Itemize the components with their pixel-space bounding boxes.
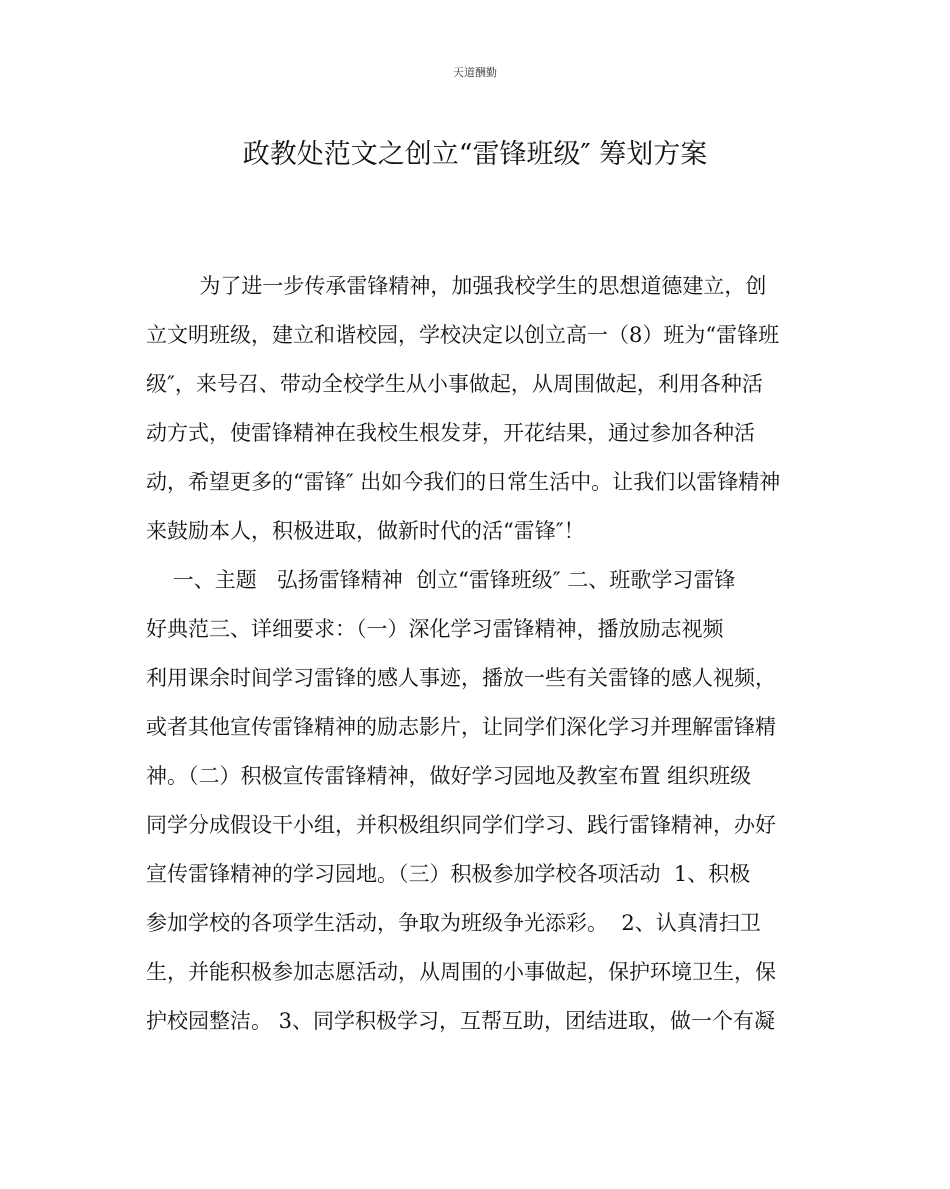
body-line: 为了进一步传承雷锋精神，加强我校学生的思想道德建立，创: [146, 274, 767, 298]
body-line: 参加学校的各项学生活动，争取为班级争光添彩。 2、认真清扫卫: [146, 911, 761, 935]
body-line: 立文明班级，建立和谐校园，学校决定以创立高一（8）班为“雷锋班: [146, 323, 780, 347]
page-header: 天道酬勤: [453, 66, 497, 79]
body-text: [146, 271, 826, 1055]
document-title: 政教处范文之创立“雷锋班级″ 筹划方案: [242, 139, 708, 170]
body-line: 动方式，使雷锋精神在我校生根发芽，开花结果，通过参加各种活: [146, 421, 755, 445]
body-line: 或者其他宣传雷锋精神的励志影片，让同学们深化学习并理解雷锋精: [146, 715, 776, 739]
body-line: 宣传雷锋精神的学习园地。（三）积极参加学校各项活动 1、积极: [146, 862, 751, 886]
body-line: 级″，来号召、带动全校学生从小事做起，从周围做起，利用各种活: [146, 372, 763, 396]
body-line: 同学分成假设干小组，并积极组织同学们学习、践行雷锋精神，办好: [146, 813, 776, 837]
body-line: 动，希望更多的“雷锋″ 出如今我们的日常生活中。让我们以雷锋精神: [146, 470, 781, 494]
body-line: 护校园整洁。 3、同学积极学习，互帮互助，团结进取，做一个有凝: [146, 1009, 776, 1033]
body-line: 神。（二）积极宣传雷锋精神，做好学习园地及教室布置 组织班级: [146, 764, 752, 788]
body-line: 一、主题 弘扬雷锋精神 创立“雷锋班级″ 二、班歌学习雷锋: [146, 568, 736, 592]
body-line: 生，并能积极参加志愿活动，从周围的小事做起，保护环境卫生，保: [146, 960, 776, 984]
body-line: 来鼓励本人，积极进取，做新时代的活“雷锋″！: [146, 519, 585, 543]
body-line: 好典范三、详细要求：（一）深化学习雷锋精神，播放励志视频: [146, 617, 724, 641]
body-line: 利用课余时间学习雷锋的感人事迹，播放一些有关雷锋的感人视频，: [146, 666, 776, 690]
